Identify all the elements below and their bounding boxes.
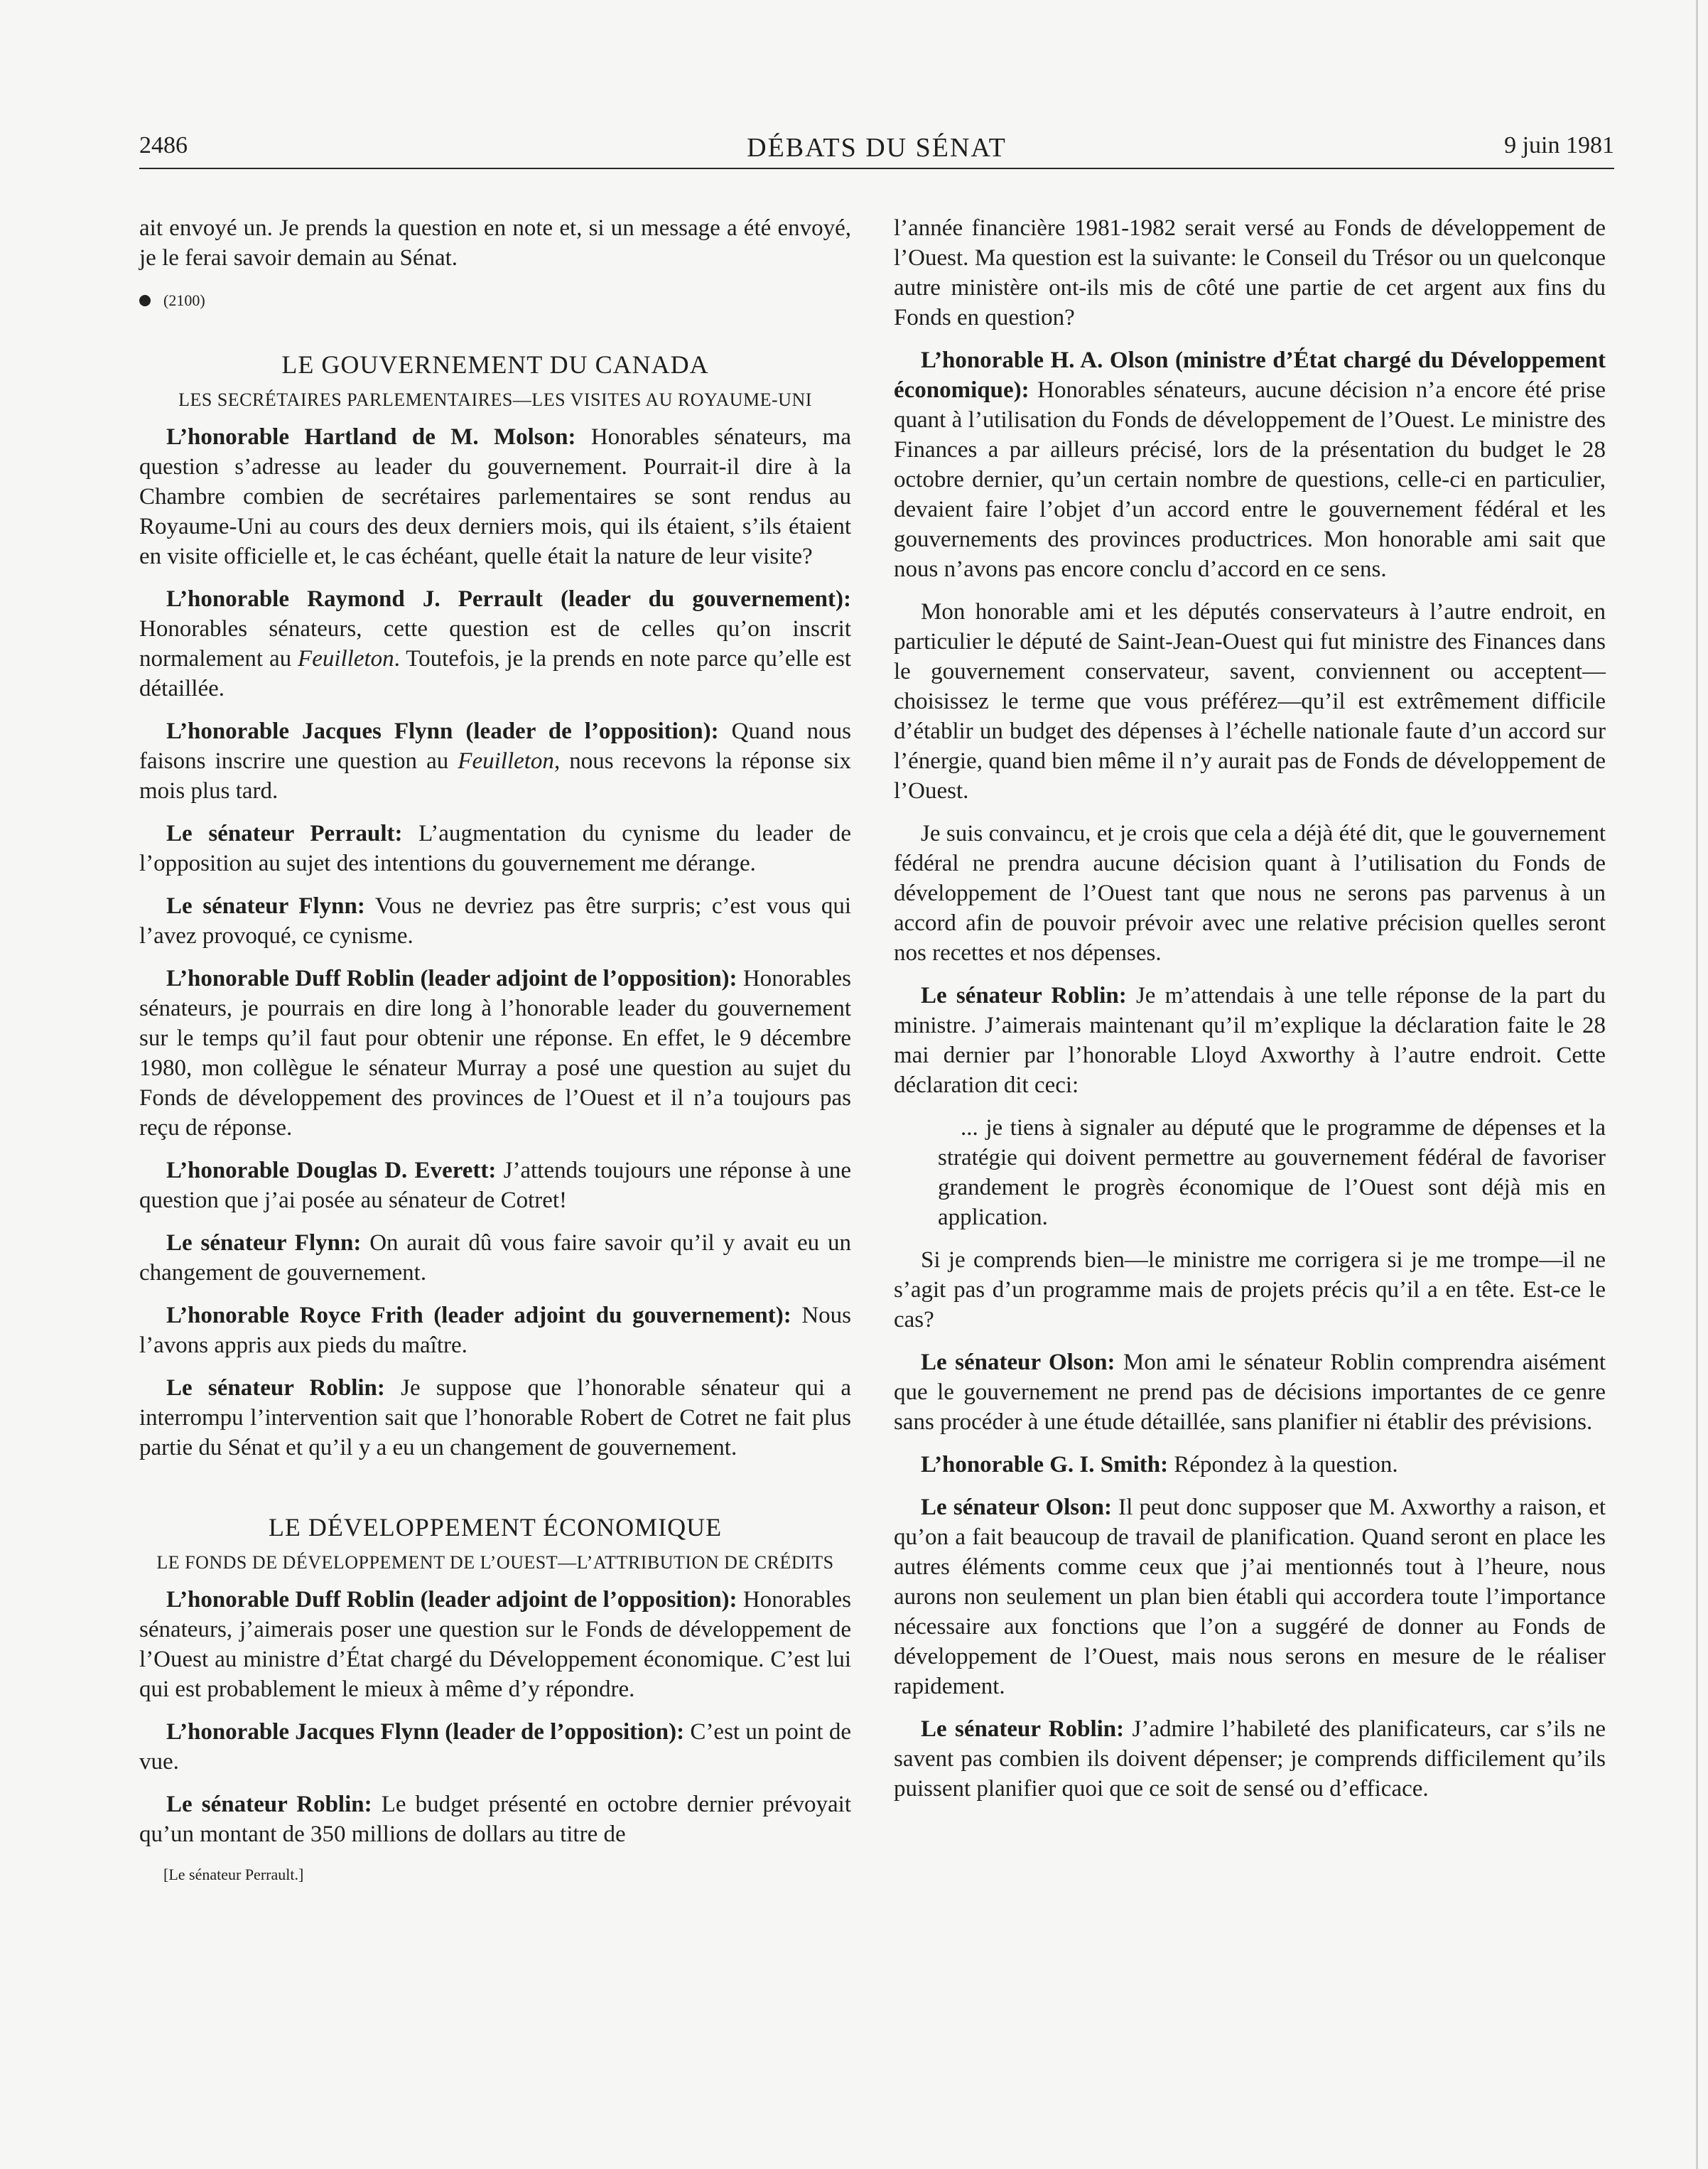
speech-paragraph: [894, 1450, 1606, 1480]
speech-text: Répondez à la question.: [1168, 1452, 1398, 1478]
speech-text: Il peut donc supposer que M. Axworthy a raison, et qu’on a fait beaucoup de travail de planification. Quand seront en place les autres éléments comme ceux que j’ai mentionnés tout à l’heure, nous aurons non seulement un plan bien établi qui accordera toute l’importance nécessaire aux fonctions que l’on a suggéré de donner au Fonds de développement de l’Ouest, mais nous serons en mesure de le réaliser rapidement.: [894, 1495, 1606, 1699]
page-number: 2486: [139, 132, 188, 158]
speech-paragraph: [139, 1585, 851, 1704]
speaker: Le sénateur Roblin:: [921, 983, 1127, 1008]
speaker: Le sénateur Olson:: [921, 1495, 1112, 1520]
page-header: [139, 132, 1614, 168]
speech-text: Quand nous faisons inscrire une question au: [139, 718, 851, 774]
footnote: [Le sénateur Perrault.]: [163, 1866, 304, 1883]
speech-paragraph: [139, 422, 851, 571]
speech-text: , nous recevons la réponse six mois plus tard.: [139, 748, 851, 804]
speech-text: J’admire l’habileté des planificateurs, car s’ils ne savent pas combien ils doivent dépenser; je comprends difficilement qu’ils puissent planifier quoi que ce soit de sensé ou d’efficace.: [894, 1716, 1606, 1802]
speaker: Le sénateur Flynn:: [166, 1230, 362, 1256]
speech-text: Le budget présenté en octobre dernier prévoyait qu’un montant de 350 millions de dollars au titre de: [139, 1792, 851, 1847]
paragraph: Mon honorable ami et les députés conservateurs à l’autre endroit, en particulier le député de Saint-Jean-Ouest qui fut ministre des Finances dans le gouvernement conservateur, savent, conviennent ou acceptent—choisissez le terme que vous préférez—qu’il est extrêmement difficile d’établir un budget des dépenses à l’échelle nationale faute d’un accord sur l’énergie, quand bien même il n’y aurait pas de Fonds de développement de l’Ouest.: [894, 599, 1606, 804]
speech-text: C’est un point de vue.: [139, 1719, 851, 1775]
speech-text: On aurait dû vous faire savoir qu’il y avait eu un changement de gouvernement.: [139, 1230, 851, 1286]
speech-text: Honorables sénateurs, aucune décision n’a encore été prise quant à l’utilisation du Fonds de développement de l’Ouest. Le ministre des Finances a par ailleurs précisé, lors de la présentation du budget le 28 octobre dernier, qu’un certain nombre de questions, celle-ci en particulier, devaient faire l’objet d’un accord entre le gouvernement fédéral et les gouvernements des provinces productrices. Mon honorable ami sait que nous n’avons pas encore conclu d’accord en ce sens.: [894, 377, 1606, 582]
speech-text: Honorables sénateurs, j’aimerais poser une question sur le Fonds de développement de l’Ouest au ministre d’État chargé du Développement économique. C’est lui qui est probablement le mieux à même d’y répondre.: [139, 1587, 851, 1702]
speech-text: Je m’attendais à une telle réponse de la part du ministre. J’aimerais maintenant qu’il m’explique la déclaration faite le 28 mai dernier par l’honorable Lloyd Axworthy à l’autre endroit. Cette déclaration dit ceci:: [894, 983, 1606, 1098]
speaker: Le sénateur Roblin:: [166, 1792, 372, 1817]
paragraph: Je suis convaincu, et je crois que cela a déjà été dit, que le gouvernement fédéral ne prendra aucune décision quant à l’utilisation du Fonds de développement de l’Ouest tant que nous ne serons pas parvenus à un accord afin de pouvoir prévoir avec une relative précision quelles seront nos recettes et nos dépenses.: [894, 821, 1606, 966]
section-heading: LE DÉVELOPPEMENT ÉCONOMIQUE: [268, 1513, 723, 1541]
speaker: L’honorable Duff Roblin (leader adjoint de l’opposition):: [166, 966, 737, 991]
paragraph: l’année financière 1981-1982 serait versé au Fonds de développement de l’Ouest. Ma question est la suivante: le Conseil du Trésor ou un quelconque autre ministère ont-ils mis de côté une partie de cet argent aux fins du Fonds en question?: [894, 215, 1606, 330]
speaker: L’honorable Jacques Flynn (leader de l’opposition):: [166, 718, 719, 744]
emphasis: Feuilleton: [298, 646, 394, 672]
speech-paragraph: [139, 891, 851, 951]
section-subheading: LE FONDS DE DÉVELOPPEMENT DE L’OUEST—L’ATTRIBUTION DE CRÉDITS: [156, 1552, 834, 1573]
speaker: Le sénateur Flynn:: [166, 893, 365, 919]
speech-paragraph: [139, 1156, 851, 1215]
bullet-icon: [139, 295, 151, 306]
time-marker: [139, 286, 851, 316]
speech-text: Honorables sénateurs, ma question s’adresse au leader du gouvernement. Pourrait-il dire à la Chambre combien de secrétaires parlementaires se sont rendus au Royaume-Uni au cours des deux derniers mois, qui ils étaient, s’ils étaient en visite officielle et, le cas échéant, quelle était la nature de leur visite?: [139, 424, 851, 569]
speaker: L’honorable G. I. Smith:: [921, 1452, 1169, 1478]
speaker: L’honorable H. A. Olson (ministre d’État chargé du Développement économique):: [894, 348, 1606, 403]
emphasis: Feuilleton: [458, 748, 554, 774]
speech-text: Honorables sénateurs, je pourrais en dire long à l’honorable leader du gouvernement sur le temps qu’il faut pour obtenir une réponse. En effet, le 9 décembre 1980, mon collègue le sénateur Murray a posé une question au sujet du Fonds de développement des provinces de l’Ouest et il n’a toujours pas reçu de réponse.: [139, 966, 851, 1141]
speaker: Le sénateur Perrault:: [166, 821, 403, 846]
speaker: Le sénateur Roblin:: [166, 1375, 385, 1401]
speech-paragraph: [139, 716, 851, 806]
publication-date: 9 juin 1981: [1504, 132, 1614, 158]
speech-paragraph: [139, 1228, 851, 1288]
speech-paragraph: [139, 1373, 851, 1463]
block-quote: ... je tiens à signaler au député que le programme de dépenses et la stratégie qui doivent permettre au gouvernement fédéral de favoriser grandement le progrès économique de l’Ouest sont déjà mis en application.: [938, 1115, 1606, 1230]
page-edge: [1696, 0, 1698, 2169]
time-marker-label: (2100): [163, 291, 205, 309]
speech-paragraph: [894, 1714, 1606, 1804]
speech-paragraph: [139, 964, 851, 1143]
speech-paragraph: [894, 1347, 1606, 1437]
speech-text: Mon ami le sénateur Roblin comprendra aisément que le gouvernement ne prend pas de décisions importantes de ce genre sans procéder à une étude détaillée, sans planifier ni établir des prévisions.: [894, 1350, 1606, 1435]
header-rule: [139, 168, 1614, 169]
section-subheading: LES SECRÉTAIRES PARLEMENTAIRES—LES VISITES AU ROYAUME-UNI: [178, 389, 812, 410]
speech-text: . Toutefois, je la prends en note parce qu’elle est détaillée.: [139, 646, 851, 701]
speech-paragraph: [139, 1301, 851, 1360]
publication-title: DÉBATS DU SÉNAT: [747, 133, 1007, 163]
section-heading: LE GOUVERNEMENT DU CANADA: [281, 350, 709, 379]
speech-paragraph: [139, 584, 851, 704]
speaker: L’honorable Raymond J. Perrault (leader du gouvernement):: [166, 586, 851, 612]
speech-text: Nous l’avons appris aux pieds du maître.: [139, 1303, 851, 1358]
speech-text: Vous ne devriez pas être surpris; c’est vous qui l’avez provoqué, ce cynisme.: [139, 893, 851, 949]
left-column: [139, 213, 851, 1885]
speaker: L’honorable Duff Roblin (leader adjoint de l’opposition):: [166, 1587, 737, 1613]
speech-paragraph: [894, 981, 1606, 1100]
speech-paragraph: [139, 1717, 851, 1777]
speaker: Le sénateur Olson:: [921, 1350, 1115, 1375]
speech-text: Honorables sénateurs, cette question est de celles qu’on inscrit normalement au: [139, 616, 851, 672]
speech-text: L’augmentation du cynisme du leader de l’opposition au sujet des intentions du gouvernement me dérange.: [139, 821, 852, 876]
speaker: Le sénateur Roblin:: [921, 1716, 1125, 1742]
speaker: L’honorable Jacques Flynn (leader de l’opposition):: [166, 1719, 685, 1745]
speech-text: J’attends toujours une réponse à une question que j’ai posée au sénateur de Cotret!: [139, 1158, 852, 1213]
speech-text: Je suppose que l’honorable sénateur qui a interrompu l’intervention sait que l’honorable Robert de Cotret ne fait plus partie du Sénat et qu’il y a eu un changement de gouvernement.: [139, 1375, 851, 1460]
paragraph: Si je comprends bien—le ministre me corrigera si je me trompe—il ne s’agit pas d’un programme mais de projets précis qu’il a en tête. Est-ce le cas?: [894, 1247, 1606, 1333]
speech-paragraph: [894, 345, 1606, 584]
paragraph: ait envoyé un. Je prends la question en note et, si un message a été envoyé, je le ferai savoir demain au Sénat.: [139, 215, 851, 271]
speaker: L’honorable Royce Frith (leader adjoint du gouvernement):: [166, 1303, 791, 1328]
speaker: L’honorable Hartland de M. Molson:: [166, 424, 576, 450]
speech-paragraph: [139, 819, 851, 878]
right-column: [894, 213, 1606, 1817]
speaker: L’honorable Douglas D. Everett:: [166, 1158, 497, 1183]
speech-paragraph: [139, 1789, 851, 1849]
speech-paragraph: [894, 1492, 1606, 1701]
